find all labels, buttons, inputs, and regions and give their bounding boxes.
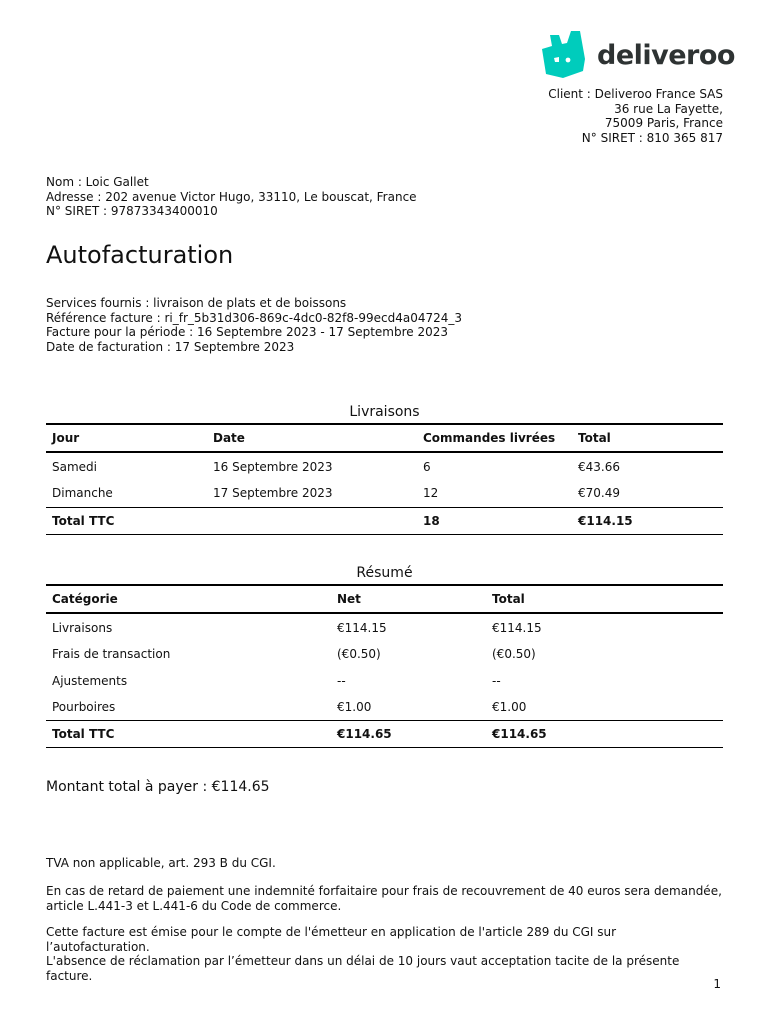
column-header: Net bbox=[337, 592, 361, 606]
late-payment-line: En cas de retard de paiement une indemnité forfaitaire pour frais de recouvrement de 40 euros sera demandée, bbox=[46, 884, 722, 898]
client-siret: N° SIRET : 810 365 817 bbox=[581, 130, 723, 145]
total-label: Total TTC bbox=[52, 727, 115, 741]
table-cell: €43.66 bbox=[578, 459, 620, 474]
deliveries-table bbox=[46, 423, 723, 535]
table-cell: -- bbox=[337, 673, 346, 688]
document-title: Autofacturation bbox=[46, 241, 234, 269]
summary-title: Résumé bbox=[356, 565, 413, 581]
table-cell: 16 Septembre 2023 bbox=[213, 459, 333, 474]
table-cell: 12 bbox=[423, 486, 439, 501]
supplier-name: Nom : Loic Gallet bbox=[46, 175, 149, 189]
table-cell: Livraisons bbox=[52, 620, 113, 635]
table-cell: Ajustements bbox=[52, 673, 128, 688]
supplier-address: Adresse : 202 avenue Victor Hugo, 33110, Le bouscat, France bbox=[46, 189, 417, 204]
table-row bbox=[46, 667, 723, 694]
column-header: Total bbox=[578, 431, 611, 445]
client-street: 36 rue La Fayette, bbox=[614, 101, 723, 116]
total-row bbox=[46, 721, 723, 748]
table-cell: €114.15 bbox=[492, 620, 542, 635]
column-header: Jour bbox=[52, 431, 80, 445]
table-cell: (€0.50) bbox=[492, 647, 536, 661]
kangaroo-icon bbox=[541, 31, 587, 79]
vat-note bbox=[46, 856, 723, 871]
table-cell: €114.15 bbox=[337, 620, 387, 635]
total-row bbox=[46, 507, 723, 534]
table-header-row bbox=[46, 424, 723, 452]
vat-line: TVA non applicable, art. 293 B du CGI. bbox=[46, 856, 276, 870]
table-cell bbox=[207, 507, 417, 534]
table-cell: €70.49 bbox=[578, 486, 620, 501]
table-cell: Dimanche bbox=[52, 486, 113, 501]
total-amount: €114.65 bbox=[492, 727, 547, 741]
table-cell: Frais de transaction bbox=[52, 647, 171, 661]
total-net: €114.65 bbox=[337, 727, 392, 741]
column-header: Commandes livrées bbox=[423, 431, 556, 445]
column-header: Date bbox=[213, 431, 245, 445]
table-cell: -- bbox=[492, 673, 501, 688]
column-header: Total bbox=[492, 592, 525, 606]
total-amount: €114.15 bbox=[578, 513, 633, 528]
table-cell: 17 Septembre 2023 bbox=[213, 486, 333, 501]
services-line: Services fournis : livraison de plats et de boissons bbox=[46, 296, 347, 310]
table-cell: (€0.50) bbox=[337, 647, 381, 661]
self-billing-line: Cette facture est émise pour le compte de l'émetteur en application de l'article 289 du CGI sur l’autofacturation. bbox=[46, 925, 617, 954]
late-payment-line: article L.441-3 et L.441-6 du Code de commerce. bbox=[46, 898, 342, 913]
client-city: 75009 Paris, France bbox=[604, 116, 723, 131]
table-row bbox=[46, 613, 723, 641]
self-billing-note bbox=[46, 925, 723, 983]
table-cell: Samedi bbox=[52, 459, 97, 474]
brand-name: deliveroo bbox=[597, 39, 735, 71]
supplier-block bbox=[46, 175, 417, 219]
summary-table bbox=[46, 584, 723, 748]
table-cell: 6 bbox=[423, 459, 431, 474]
billing-date-line: Date de facturation : 17 Septembre 2023 bbox=[46, 339, 295, 354]
supplier-siret: N° SIRET : 97873343400010 bbox=[46, 204, 218, 219]
client-name: Client : Deliveroo France SAS bbox=[548, 87, 723, 101]
table-cell: €1.00 bbox=[492, 700, 527, 714]
table-row bbox=[46, 452, 723, 480]
table-row bbox=[46, 641, 723, 667]
total-label: Total TTC bbox=[52, 513, 115, 528]
late-payment-note bbox=[46, 884, 723, 913]
invoice-details bbox=[46, 296, 462, 354]
table-header-row bbox=[46, 585, 723, 613]
self-billing-line: L'absence de réclamation par l’émetteur dans un délai de 10 jours vaut acceptation tacite de la présente facture. bbox=[46, 954, 680, 983]
table-row bbox=[46, 480, 723, 507]
table-row bbox=[46, 694, 723, 721]
client-block bbox=[548, 87, 723, 145]
page-number: 1 bbox=[713, 977, 721, 991]
reference-line: Référence facture : ri_fr_5b31d306-869c-4dc0-82f8-99ecd4a04724_3 bbox=[46, 310, 463, 325]
table-cell: €1.00 bbox=[337, 700, 372, 714]
amount-due: Montant total à payer : €114.65 bbox=[46, 779, 270, 795]
total-orders: 18 bbox=[423, 513, 440, 528]
table-cell: Pourboires bbox=[52, 700, 116, 714]
period-line: Facture pour la période : 16 Septembre 2023 - 17 Septembre 2023 bbox=[46, 325, 448, 340]
column-header: Catégorie bbox=[52, 592, 118, 606]
deliveroo-logo bbox=[541, 30, 735, 80]
deliveries-title: Livraisons bbox=[349, 404, 420, 420]
